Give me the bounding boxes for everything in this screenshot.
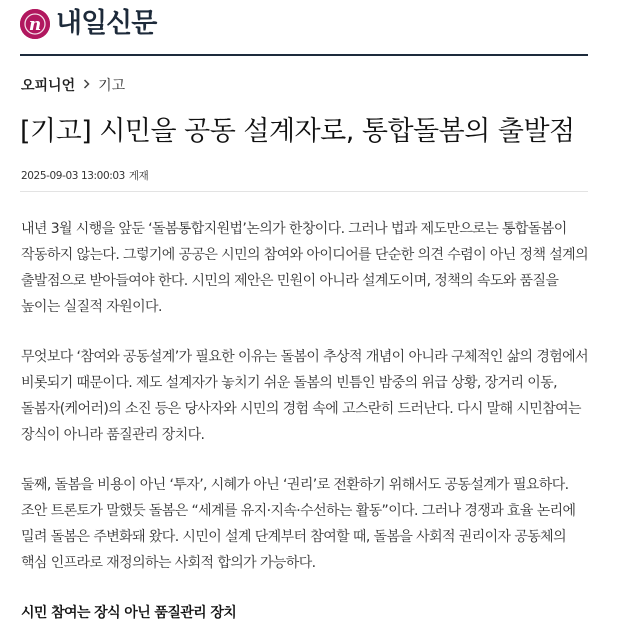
- logo-n-glyph: [20, 9, 50, 39]
- breadcrumb-section-link[interactable]: 오피니언: [21, 78, 76, 94]
- masthead-logo[interactable]: [20, 6, 156, 42]
- site-name: 내일신문: [56, 8, 157, 39]
- svg-text:n: n: [28, 15, 42, 35]
- article-subheading: 시민 참여는 장식 아닌 품질관리 장치: [21, 605, 237, 621]
- logo-mark-icon: [20, 9, 50, 39]
- article-paragraph: 둘째, 돌봄을 비용이 아닌 ‘투자’, 시혜가 아닌 ‘권리’로 전환하기 위해서도 공동설계가 필요하다. 조안 트론토가 말했듯 돌봄은 “세계를 유지·지속·수선하는 활동”이다. 그러나 경쟁과 효율 논리에 밀려 돌봄은 주변화돼 왔다. 시민이 설계 단계부터 참여할 때, 돌봄을 사회적 권리이자 공동체의 핵심 인프라로 재정의하는 사회적 합의가 가능하다.: [21, 477, 576, 571]
- article-paragraph: 내년 3월 시행을 앞둔 ‘돌봄통합지원법’논의가 한창이다. 그러나 법과 제도만으로는 통합돌봄이 작동하지 않는다. 그렇기에 공공은 시민의 참여와 아이디어를 단순한 의견 수렴이 아닌 정책 설계의 출발점으로 받아들여야 한다. 시민의 제안은 민원이 아니라 설계도이며, 정책의 속도와 품질을 높이는 실질적 자원이다.: [21, 221, 589, 315]
- breadcrumb-subsection-link[interactable]: 기고: [98, 78, 126, 94]
- article-title: [기고] 시민을 공동 설계자로, 통합돌봄의 출발점: [20, 116, 575, 147]
- dateline-divider: [20, 191, 588, 192]
- publish-datetime: 2025-09-03 13:00:03: [21, 170, 125, 182]
- masthead-divider: [20, 54, 588, 56]
- article-paragraph: 무엇보다 ‘참여와 공동설계’가 필요한 이유는 돌봄이 추상적 개념이 아니라 구체적인 삶의 경험에서 비롯되기 때문이다. 제도 설계자가 놓치기 쉬운 돌봄의 빈틈인 밤중의 위급 상황, 장거리 이동, 돌봄자(케어러)의 소진 등은 당사자와 시민의 경험 속에 고스란히 드러난다. 다시 말해 시민참여는 장식이 아니라 품질관리 장치다.: [21, 349, 589, 443]
- breadcrumb: [21, 75, 125, 95]
- article-dateline: [21, 168, 148, 183]
- posted-label: 게재: [128, 170, 149, 182]
- chevron-right-icon: [83, 78, 90, 92]
- article-body: [21, 216, 588, 626]
